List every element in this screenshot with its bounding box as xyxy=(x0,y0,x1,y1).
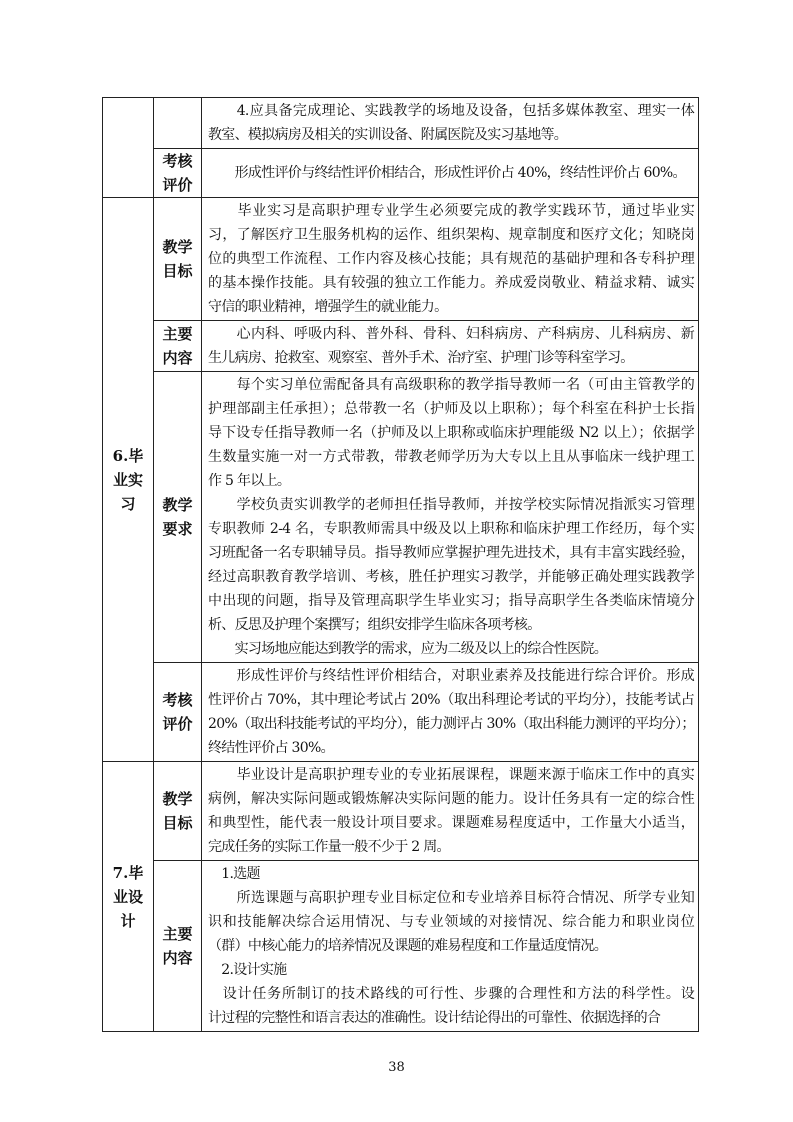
paragraph xyxy=(208,982,694,1030)
table-row xyxy=(103,321,699,372)
paragraph xyxy=(208,862,694,886)
paragraph xyxy=(208,373,694,493)
paragraph xyxy=(208,664,694,760)
item-label-cell xyxy=(154,98,202,149)
text-line: 形成性评价与终结性评价相结合，对职业素养及技能进行综合评价。形成 xyxy=(208,668,694,684)
text-line: 4.应具备完成理论、实践教学的场地及设备，包括多媒体教室、理实一体 xyxy=(208,103,694,119)
item-label: 内容 xyxy=(162,949,193,967)
text-line: 毕业实习是高职护理专业学生必须要完成的教学实践环节，通过毕业实 xyxy=(208,203,694,219)
text-line: 每个实习单位需配备具有高级职称的教学指导教师一名（可由主管教学的 xyxy=(208,377,694,393)
paragraph xyxy=(208,99,694,147)
item-label: 教学 xyxy=(162,790,193,808)
section-label: 习 xyxy=(120,494,136,513)
item-label-cell xyxy=(154,149,202,198)
text-line: 和典型性，能代表一般设计项目要求。课题难易程度适中，工作量大小适当， xyxy=(208,815,694,831)
text-line: 习，了解医疗卫生服务机构的运作、组织架构、规章制度和医疗文化；知晓岗 xyxy=(208,227,694,243)
text-line: 教室、模拟病房及相关的实训设备、附属医院及实习基地等。 xyxy=(208,127,568,143)
item-label: 考核 xyxy=(162,691,193,709)
item-label: 教学 xyxy=(162,496,193,514)
text-line: 习班配备一名专职辅导员。指导教师应掌握护理先进技术，具有丰富实践经验， xyxy=(208,545,694,561)
section-cell xyxy=(103,198,154,762)
text-line: 2.设计实施 xyxy=(208,962,287,978)
text-line: 终结性评价占 30%。 xyxy=(208,740,334,756)
text-line: 病例，解决实际问题或锻炼解决实际问题的能力。设计任务具有一定的综合性 xyxy=(208,791,694,807)
text-line: 实习场地应能达到教学的需求，应为二级及以上的综合性医院。 xyxy=(208,641,607,657)
text-line: 心内科、呼吸内科、普外科、骨科、妇科病房、产科病房、儿科病房、新 xyxy=(208,326,694,342)
table-row xyxy=(103,762,699,861)
content-cell xyxy=(202,861,699,1032)
content-cell xyxy=(202,372,699,663)
item-label: 要求 xyxy=(162,520,193,538)
section-label: 业实 xyxy=(112,470,143,489)
text-line: 识和技能解决综合运用情况、与专业领域的对接情况、综合能力和职业岗位 xyxy=(208,914,694,930)
text-line: 学校负责实训教学的老师担任指导教师，并按学校实际情况指派实习管理 xyxy=(208,497,694,513)
curriculum-table xyxy=(102,97,699,1032)
text-line: 的基本操作技能。具有较强的独立工作能力。养成爱岗敬业、精益求精、诚实 xyxy=(208,275,694,291)
item-label: 考核 xyxy=(162,152,193,170)
section-label: 7.毕 xyxy=(112,863,144,882)
table-row xyxy=(103,372,699,663)
text-line: 守信的职业精神，增强学生的就业能力。 xyxy=(208,299,448,315)
text-line: 设计任务所制订的技术路线的可行性、步骤的合理性和方法的科学性。设 xyxy=(208,986,694,1002)
paragraph xyxy=(208,493,694,637)
table-row xyxy=(103,98,699,149)
item-label-cell xyxy=(154,198,202,321)
paragraph xyxy=(208,886,694,958)
content-cell xyxy=(202,198,699,321)
item-label-cell xyxy=(154,372,202,663)
item-label: 主要 xyxy=(162,925,193,943)
text-line: 形成性评价与终结性评价相结合，形成性评价占 40%，终结性评价占 60%。 xyxy=(208,165,686,181)
paragraph xyxy=(208,199,694,319)
item-label-cell xyxy=(154,663,202,762)
item-label: 目标 xyxy=(162,814,193,832)
table-row xyxy=(103,861,699,1032)
section-label: 6.毕 xyxy=(112,446,144,465)
table-row xyxy=(103,663,699,762)
section-cell xyxy=(103,98,154,198)
paragraph xyxy=(208,958,694,982)
paragraph xyxy=(208,763,694,859)
text-line: 性评价占 70%，其中理论考试占 20%（取出科理论考试的平均分），技能考试占 xyxy=(208,692,694,708)
text-line: 所选课题与高职护理专业目标定位和专业培养目标符合情况、所学专业知 xyxy=(208,890,694,906)
table-row xyxy=(103,198,699,321)
text-line: 析、反思及护理个案撰写；组织安排学生临床各项考核。 xyxy=(208,617,541,633)
page-number: 38 xyxy=(388,1060,405,1075)
text-line: 专职教师 2-4 名，专职教师需具中级及以上职称和临床护理工作经历，每个实 xyxy=(208,521,694,537)
text-line: 导下设专任指导教师一名（护师及以上职称或临床护理能级 N2 以上）；依据学 xyxy=(208,425,694,441)
text-line: 中出现的问题，指导及管理高职学生毕业实习；指导高职学生各类临床情境分 xyxy=(208,593,694,609)
paragraph xyxy=(208,637,694,661)
section-label: 业设 xyxy=(112,887,143,906)
section-label: 计 xyxy=(120,911,136,930)
content-cell xyxy=(202,663,699,762)
text-line: （群）中核心能力的培养情况及课题的难易程度和工作量适度情况。 xyxy=(208,938,607,954)
item-label: 评价 xyxy=(162,176,193,194)
table-row xyxy=(103,149,699,198)
section-cell xyxy=(103,762,154,1032)
text-line: 毕业设计是高职护理专业的专业拓展课程，课题来源于临床工作中的真实 xyxy=(208,767,694,783)
text-line: 1.选题 xyxy=(208,866,260,882)
item-label: 目标 xyxy=(162,262,193,280)
item-label-cell xyxy=(154,321,202,372)
text-line: 护理部副主任承担）；总带教一名（护师及以上职称）；每个科室在科护士长指 xyxy=(208,401,694,417)
item-label: 内容 xyxy=(162,349,193,367)
text-line: 位的典型工作流程、工作内容及核心技能；具有规范的基础护理和各专科护理 xyxy=(208,251,694,267)
text-line: 经过高职教育教学培训、考核，胜任护理实习教学，并能够正确处理实践教学 xyxy=(208,569,694,585)
item-label: 评价 xyxy=(162,715,193,733)
text-line: 完成任务的实际工作量一般不少于 2 周。 xyxy=(208,839,450,855)
content-cell xyxy=(202,98,699,149)
text-line: 生儿病房、抢救室、观察室、普外手术、治疗室、护理门诊等科室学习。 xyxy=(208,350,634,366)
item-label: 主要 xyxy=(162,325,193,343)
content-cell xyxy=(202,149,699,198)
item-label: 教学 xyxy=(162,238,193,256)
text-line: 计过程的完整性和语言表达的准确性。设计结论得出的可靠性、依据选择的合 xyxy=(208,1010,661,1026)
content-cell xyxy=(202,321,699,372)
paragraph xyxy=(208,322,694,370)
item-label-cell xyxy=(154,762,202,861)
paragraph xyxy=(208,161,694,185)
text-line: 作 5 年以上。 xyxy=(208,473,291,489)
text-line: 生数量实施一对一方式带教，带教老师学历为大专以上且从事临床一线护理工 xyxy=(208,449,694,465)
item-label-cell xyxy=(154,861,202,1032)
content-cell xyxy=(202,762,699,861)
text-line: 20%（取出科技能考试的平均分），能力测评占 30%（取出科能力测评的平均分）； xyxy=(208,716,695,732)
